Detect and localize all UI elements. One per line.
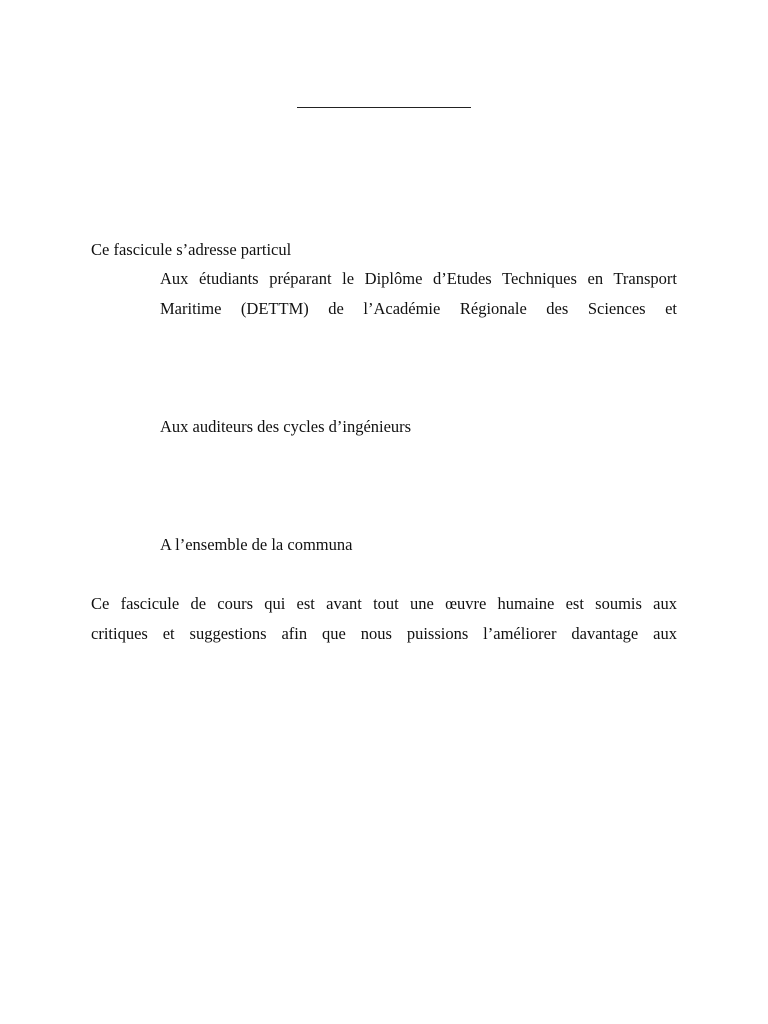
audience-item-engineers: Aux auditeurs des cycles d’ingénieurs [160, 417, 412, 436]
audience-item-students-line2: Maritime (DETTM) de l’Académie Régionale des Sciences et [160, 299, 677, 318]
header-rule [297, 107, 471, 108]
closing-paragraph-line1: Ce fascicule de cours qui est avant tout une œuvre humaine est soumis aux [91, 594, 677, 613]
closing-paragraph-line2: critiques et suggestions afin que nous puissions l’améliorer davantage aux [91, 624, 677, 643]
audience-item-students-line1: Aux étudiants préparant le Diplôme d’Etudes Techniques en Transport [160, 269, 677, 288]
audience-item-community: A l’ensemble de la communa [160, 535, 353, 554]
intro-text: Ce fascicule s’adresse particul [91, 240, 292, 259]
